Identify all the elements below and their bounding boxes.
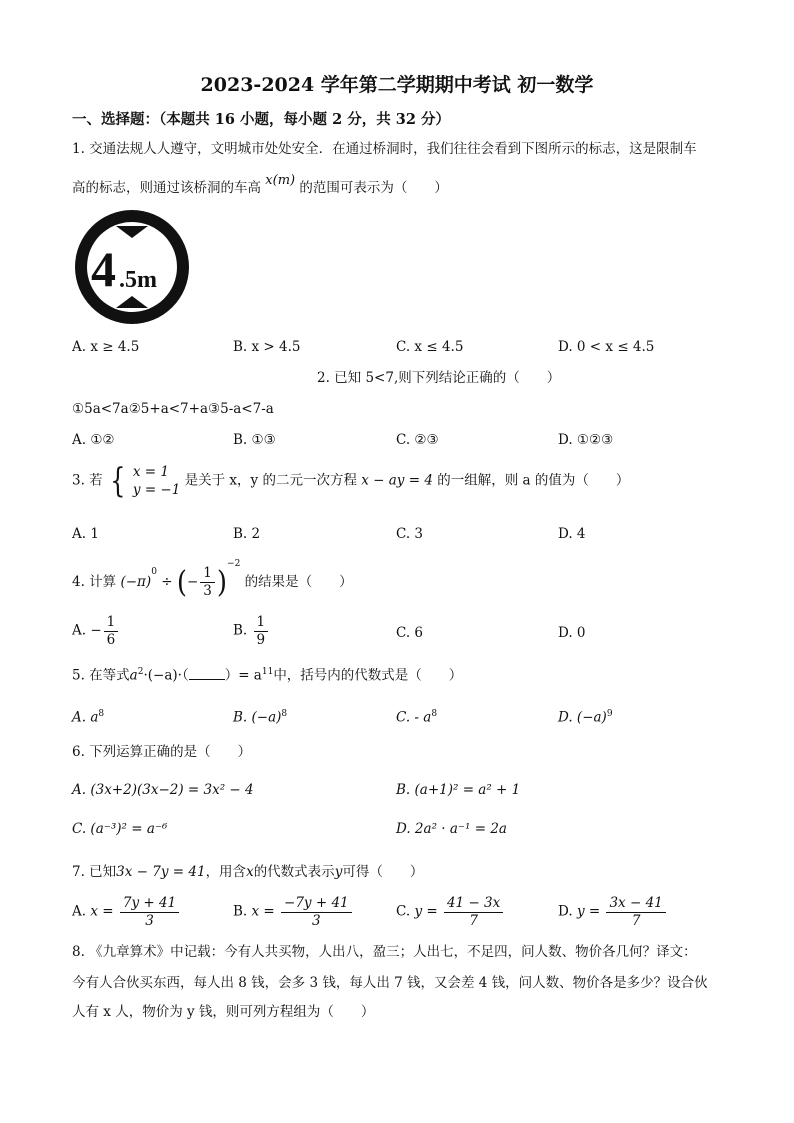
q4-option-b-frac bbox=[254, 615, 269, 648]
sign-digit: 4 bbox=[91, 241, 116, 297]
q3-option-d[interactable]: D. 4 bbox=[558, 526, 586, 542]
q2-option-d[interactable]: D. ①②③ bbox=[558, 432, 614, 448]
q4-option-c[interactable]: C. 6 bbox=[396, 625, 424, 641]
q5-after: ）= a bbox=[224, 667, 262, 684]
q7-var: x bbox=[246, 864, 254, 880]
q4-exp-b: −2 bbox=[227, 559, 241, 569]
q1-var: x(m) bbox=[265, 173, 296, 188]
q6-option-b[interactable]: B. (a+1)² = a² + 1 bbox=[396, 782, 521, 798]
q3-stem bbox=[72, 461, 630, 502]
q4-option-b-label: B. bbox=[233, 622, 248, 639]
q7-pre: 7. 已知 bbox=[72, 864, 117, 880]
q2-option-c[interactable]: C. ②③ bbox=[396, 432, 439, 448]
q4-option-b[interactable] bbox=[233, 615, 270, 648]
height-limit-sign-icon bbox=[73, 208, 191, 326]
q5-option-b-text: B. (−a) bbox=[233, 709, 282, 726]
q5-option-b-exp: 8 bbox=[281, 709, 288, 719]
q3-system bbox=[133, 463, 180, 499]
q4-fraction bbox=[200, 566, 215, 599]
q4-rparen: ) bbox=[216, 565, 228, 600]
q7-option-c-num: 41 − 3x bbox=[444, 896, 503, 913]
q3-post: 的一组解，则 a 的值为（ ） bbox=[437, 472, 630, 489]
q7-option-d-label: D. bbox=[558, 903, 573, 920]
q4-stem bbox=[72, 560, 353, 599]
q4-frac-sign: − bbox=[186, 573, 199, 590]
q3-mid: 是关于 x，y 的二元一次方程 bbox=[184, 472, 357, 489]
q7-eq: 3x − 7y = 41 bbox=[116, 864, 206, 880]
q5-option-a[interactable] bbox=[72, 710, 104, 725]
q7-stem bbox=[72, 866, 423, 880]
q4-option-a-num: 1 bbox=[104, 615, 119, 632]
q4-pre: 4. 计算 bbox=[72, 573, 117, 590]
q1-option-c[interactable]: C. x ≤ 4.5 bbox=[396, 339, 464, 355]
q7-option-d-num: 3x − 41 bbox=[606, 896, 665, 913]
q4-option-a-frac bbox=[104, 615, 119, 648]
q7-option-a-frac bbox=[120, 896, 179, 929]
q8-line2: 今有人合伙买东西，每人出 8 钱，会多 3 钱，每人出 7 钱，又会差 4 钱，问人数、物价各是多少？设合伙 bbox=[72, 975, 708, 991]
q4-post: 的结果是（ ） bbox=[244, 573, 353, 590]
q7-post1: 的代数式表示 bbox=[253, 864, 335, 880]
q8-line1: 8. 《九章算术》中记载：今有人共买物，人出八，盈三；人出七，不足四，问人数、物价各几何？译文： bbox=[72, 944, 697, 960]
q2-stem: 2. 已知 5<7,则下列结论正确的（ ） bbox=[317, 370, 561, 386]
q5-exp1: 2 bbox=[137, 667, 144, 677]
q4-option-a-label: A. bbox=[72, 622, 87, 639]
q2-items: ①5a<7a②5+a<7+a③5-a<7-a bbox=[72, 401, 274, 417]
q7-option-c[interactable] bbox=[396, 896, 505, 929]
q7-option-b[interactable] bbox=[233, 896, 354, 929]
q3-option-b[interactable]: B. 2 bbox=[233, 526, 261, 542]
q7-option-d-frac bbox=[606, 896, 665, 929]
q5-option-b[interactable] bbox=[233, 710, 287, 725]
q4-option-b-den: 9 bbox=[256, 631, 266, 648]
q4-option-a[interactable] bbox=[72, 615, 120, 648]
q1-option-d[interactable]: D. 0 < x ≤ 4.5 bbox=[558, 339, 655, 355]
q5-option-c-text: C. - a bbox=[396, 709, 432, 726]
q5-post: 中，括号内的代数式是（ ） bbox=[273, 667, 463, 684]
q3-brace: { bbox=[110, 461, 126, 502]
q5-option-d-text: D. (−a) bbox=[558, 709, 607, 726]
q6-option-c[interactable]: C. (a⁻³)² = a⁻⁶ bbox=[72, 821, 168, 837]
q4-expr-a: (−π) bbox=[120, 573, 152, 590]
q7-option-a-den: 3 bbox=[145, 912, 154, 929]
q6-stem: 6. 下列运算正确的是（ ） bbox=[72, 744, 252, 760]
q7-post2: 可得（ ） bbox=[342, 864, 424, 880]
page-title: 2023-2024 学年第二学期期中考试 初一数学 bbox=[200, 74, 594, 96]
q6-option-a[interactable]: A. (3x+2)(3x−2) = 3x² − 4 bbox=[72, 782, 254, 798]
q1-line2b: 的范围可表示为（ ） bbox=[299, 180, 448, 196]
q3-option-c[interactable]: C. 3 bbox=[396, 526, 424, 542]
q7-option-b-num: −7y + 41 bbox=[281, 896, 352, 913]
q5-expr: a bbox=[129, 667, 138, 684]
q4-lparen: ( bbox=[176, 565, 187, 600]
q7-option-d[interactable] bbox=[558, 896, 668, 929]
q5-option-a-exp: 8 bbox=[98, 709, 105, 719]
q7-option-b-lhs: x = bbox=[251, 903, 275, 920]
section-heading: 一、选择题：（本题共 16 小题，每小题 2 分，共 32 分） bbox=[72, 111, 450, 128]
q4-option-b-num: 1 bbox=[254, 615, 269, 632]
q7-var2: y bbox=[334, 864, 343, 880]
q5-option-c-exp: 8 bbox=[431, 709, 438, 719]
q1-line2 bbox=[72, 173, 448, 196]
q4-exp-a: 0 bbox=[151, 567, 157, 577]
q1-line2a: 高的标志，则通过该桥洞的车高 bbox=[72, 180, 261, 196]
q4-frac-num: 1 bbox=[200, 566, 215, 583]
q5-option-d-exp: 9 bbox=[606, 709, 613, 719]
q5-option-a-text: A. a bbox=[72, 709, 99, 726]
q5-pre: 5. 在等式 bbox=[72, 667, 130, 684]
q7-option-c-lhs: y = bbox=[414, 903, 438, 920]
q4-option-d[interactable]: D. 0 bbox=[558, 625, 586, 641]
q1-option-b[interactable]: B. x > 4.5 bbox=[233, 339, 301, 355]
q5-exp2: 11 bbox=[261, 667, 274, 677]
q3-eq: x − ay = 4 bbox=[361, 472, 433, 489]
sign-suffix: .5m bbox=[119, 267, 157, 293]
q7-option-a[interactable] bbox=[72, 896, 181, 929]
q4-option-a-den: 6 bbox=[106, 631, 116, 648]
q7-option-b-label: B. bbox=[233, 903, 248, 920]
q7-option-d-lhs: y = bbox=[576, 903, 601, 920]
q7-mid: ，用含 bbox=[205, 864, 247, 880]
q7-option-c-label: C. bbox=[396, 903, 411, 920]
q7-option-b-frac bbox=[281, 896, 352, 929]
q3-pre: 3. 若 bbox=[72, 472, 103, 489]
q7-option-c-den: 7 bbox=[469, 912, 478, 929]
q1-option-a[interactable]: A. x ≥ 4.5 bbox=[72, 339, 140, 355]
q5-option-d[interactable] bbox=[558, 710, 613, 725]
q4-option-a-sign: − bbox=[90, 622, 102, 639]
q2-option-b[interactable]: B. ①③ bbox=[233, 432, 276, 448]
q3-option-a[interactable]: A. 1 bbox=[72, 526, 99, 542]
q5-mid: ·(−a)·（ bbox=[143, 667, 189, 684]
q4-frac-den: 3 bbox=[203, 583, 212, 599]
q7-option-a-num: 7y + 41 bbox=[120, 896, 179, 913]
q1-line1: 1. 交通法规人人遵守，文明城市处处安全．在通过桥洞时，我们往往会看到下图所示的标志，这是限制车 bbox=[72, 141, 697, 157]
q4-op: ÷ bbox=[161, 573, 173, 590]
q5-option-c[interactable] bbox=[396, 710, 437, 725]
q7-option-a-label: A. bbox=[72, 903, 87, 920]
q3-sys1: x = 1 bbox=[132, 464, 170, 480]
q8-line3: 人有 x 人，物价为 y 钱，则可列方程组为（ ） bbox=[72, 1004, 375, 1020]
height-limit-sign bbox=[73, 208, 191, 326]
q2-option-a[interactable]: A. ①② bbox=[72, 432, 115, 448]
q5-stem bbox=[72, 668, 462, 683]
q7-option-b-den: 3 bbox=[312, 912, 321, 929]
q5-blank bbox=[189, 679, 225, 680]
q7-option-a-lhs: x = bbox=[90, 903, 114, 920]
q6-option-d[interactable]: D. 2a² · a⁻¹ = 2a bbox=[396, 821, 507, 837]
q3-sys2: y = −1 bbox=[132, 482, 181, 499]
q7-option-d-den: 7 bbox=[631, 912, 641, 929]
q7-option-c-frac bbox=[444, 896, 503, 929]
